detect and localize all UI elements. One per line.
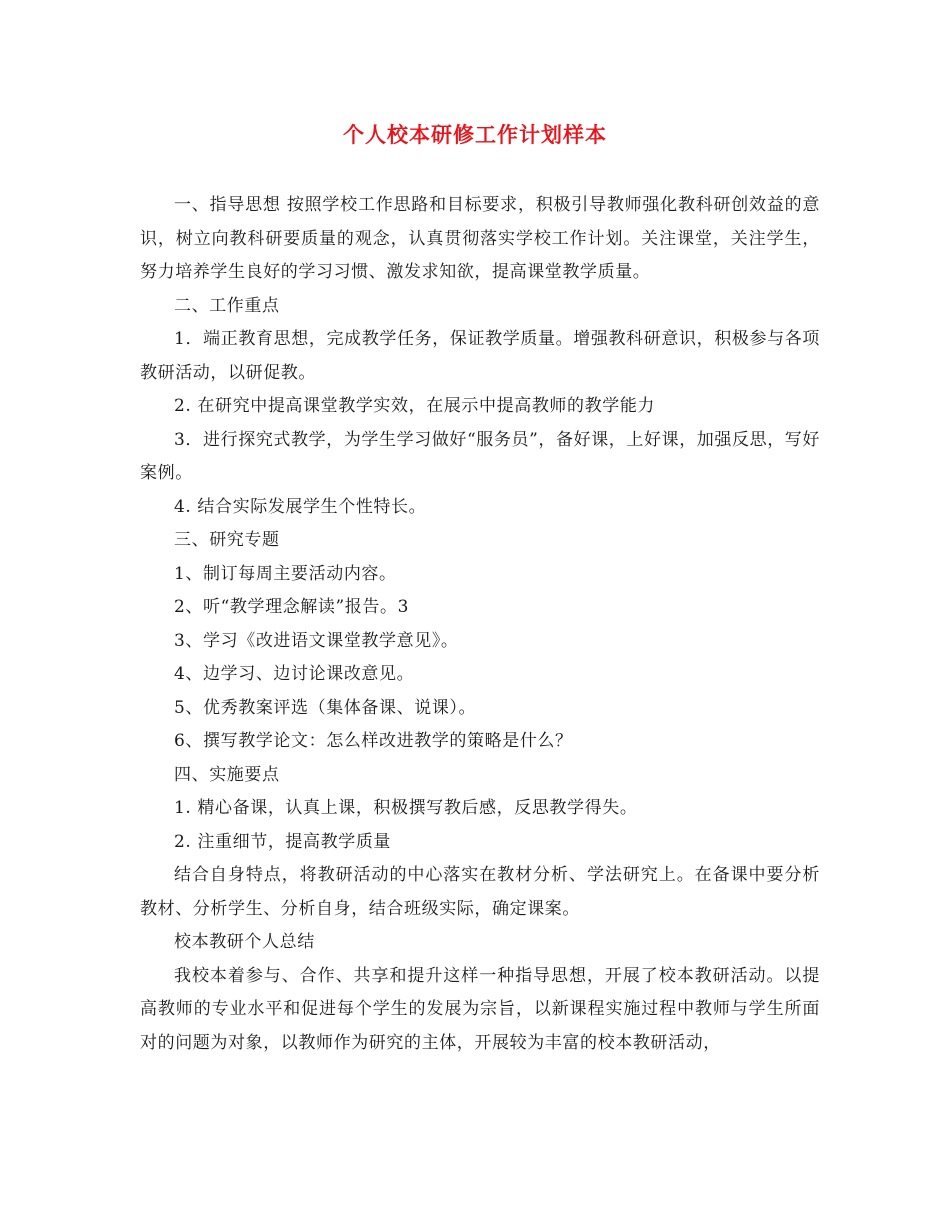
- section-heading: 校本教研个人总结: [174, 932, 315, 952]
- list-item: 3．进行探究式教学，为学生学习做好“服务员”，备好课，上好课，加强反思，写好案例。: [140, 429, 820, 483]
- paragraph: 我校本着参与、合作、共享和提升这样一种指导思想，开展了校本教研活动。以提高教师的专业水平和促进每个学生的发展为宗旨，以新课程实施过程中教师与学生所面对的问题为对象，以教师作为研究的主体，开展较为丰富的校本教研活动，: [140, 965, 820, 1053]
- paragraph: 一、指导思想 按照学校工作思路和目标要求，积极引导教师强化教科研创效益的意识，树立向教科研要质量的观念，认真贯彻落实学校工作计划。关注课堂，关注学生，努力培养学生良好的学习习惯、激发求知欲，提高课堂教学质量。: [140, 195, 820, 282]
- document-title: 个人校本研修工作计划样本: [343, 122, 607, 147]
- list-item: 2、听“教学理念解读”报告。3: [174, 597, 410, 617]
- list-item: 6、撰写教学论文：怎么样改进教学的策略是什么？: [174, 731, 573, 751]
- paragraph: 结合自身特点，将教研活动的中心落实在教材分析、学法研究上。在备课中要分析教材、分析学生、分析自身，结合班级实际，确定课案。: [140, 865, 820, 919]
- list-item: 1．端正教育思想，完成教学任务，保证教学质量。增强教科研意识，积极参与各项教研活动，以研促教。: [140, 329, 820, 383]
- document-body: [140, 189, 820, 1060]
- list-item: 4. 结合实际发展学生个性特长。: [174, 496, 427, 517]
- section-heading: 四、实施要点: [174, 764, 280, 785]
- section-heading: 二、工作重点: [174, 295, 280, 316]
- list-item: 4、边学习、边讨论课改意见。: [174, 664, 415, 684]
- section-heading: 三、研究专题: [174, 530, 280, 550]
- list-item: 5、优秀教案评选（集体备课、说课）。: [174, 697, 477, 718]
- list-item: 3、学习《改进语文课堂教学意见》。: [174, 630, 459, 651]
- list-item: 2. 在研究中提高课堂教学实效，在展示中提高教师的教学能力: [174, 396, 656, 416]
- list-item: 2. 注重细节，提高教学质量: [174, 831, 392, 852]
- list-item: 1. 精心备课，认真上课，积极撰写教后感，反思教学得失。: [174, 798, 638, 818]
- list-item: 1、制订每周主要活动内容。: [174, 563, 397, 584]
